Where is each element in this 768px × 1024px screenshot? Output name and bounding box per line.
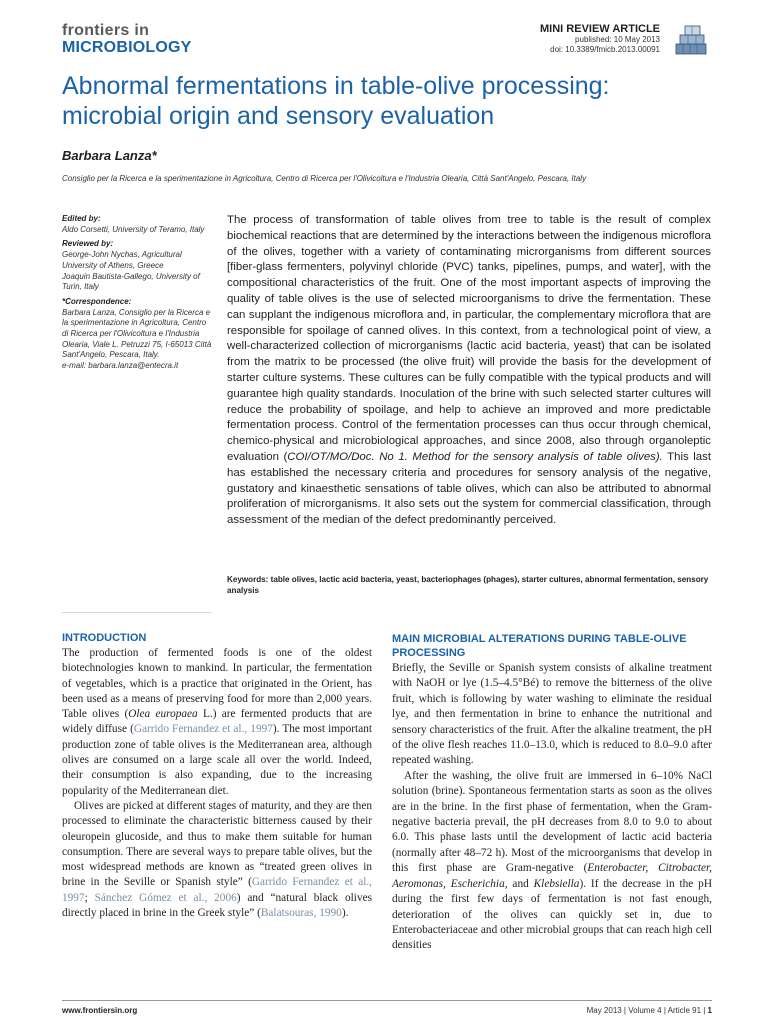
journal-name-line2: MICROBIOLOGY bbox=[62, 39, 192, 56]
paragraph-text: The production of fermented foods is one of the oldest biotechnologies known to mankind. In particular, the fermentation of vegetables, which is a practice that originated in the Orient, has been used as a means of preserving food for more than 2,000 years. Table olives ( bbox=[62, 647, 372, 721]
citation-link[interactable]: Balatsouras, 1990 bbox=[260, 907, 342, 920]
correspondence-email[interactable]: e-mail: barbara.lanza@entecra.it bbox=[62, 361, 179, 371]
paragraph-text: ). bbox=[341, 907, 349, 920]
article-info-sidebar bbox=[62, 214, 212, 372]
section-heading: MAIN MICROBIAL ALTERATIONS DURING TABLE-OLIVE PROCESSING bbox=[392, 633, 687, 659]
paragraph-text: Olives are picked at different stages of maturity, and they are then processed to eliminate the characteristic bitterness caused by their oleuropein glucoside, and thus to make them suitable for human consumption. There are several ways to prepare table olives, but the most widespread methods are known as “treated green olives in brine in the Seville or Spanish style” ( bbox=[62, 799, 372, 889]
editor: Aldo Corsetti, University of Teramo, Italy bbox=[62, 224, 205, 234]
paragraph-text: L.) are fermented products that are widely diffuse ( bbox=[62, 708, 373, 736]
section-body bbox=[392, 661, 712, 954]
abstract-method-reference: COI/OT/MO/Doc. No 1. Method for the sensory analysis of table olives). bbox=[287, 450, 663, 463]
issue-details: May 2013 | Volume 4 | Article 91 | bbox=[586, 1006, 708, 1015]
correspondence-label: *Correspondence: bbox=[62, 296, 132, 306]
citation-link[interactable]: Sánchez Gómez et al., 2006 bbox=[94, 891, 237, 904]
article-title: Abnormal fermentations in table-olive processing: microbial origin and sensory evaluation bbox=[62, 72, 610, 130]
citation-separator: ; bbox=[84, 891, 95, 904]
footer-issue-info bbox=[587, 1006, 712, 1015]
genus-name: Klebsiella bbox=[533, 877, 580, 890]
paragraph-text: ). If the decrease in the pH during the first few days of fermentation is not fast enough, deterioration of the olives can quickly set in, due to Enterobacteriaceae and other microbial groups that can reach high cell densities bbox=[392, 877, 712, 952]
abstract bbox=[227, 213, 711, 529]
journal-name-line1: frontiers in bbox=[62, 22, 150, 39]
published-date: published: 10 May 2013 bbox=[575, 35, 660, 44]
keywords: Keywords: table olives, lactic acid bacteria, yeast, bacteriophages (phages), starter cultures, abnormal fermentation, sensory analysis bbox=[227, 575, 709, 595]
genus-names: Enterobacter, Citrobacter, Aeromonas, Escherichia, bbox=[392, 862, 713, 890]
abstract-text: The process of transformation of table olives from tree to table is the result of complex biochemical reactions that are determined by the interactions between the indigenous microflora of the olives, together with a variety of contaminating microrganisms from different sources [fiber-glass fermenters, polyvinyl chloride (PVC) tanks, pipelines, pumps, and water], with the compositional characteristics of the fruit. One of the most important aspects of improving the quality of table olives is the use of selected microorganisms to drive the fermentation. These can supplant the indigenous microflora and, in particular, the complementary microflora that are responsible for spoilage of canned olives. In this context, from a technological point of view, a well-characterized collection of microrganisms (lactic acid bacteria, yeast) that can be isolated from the matrix to be processed (the olive fruit) will provide the basis for the development of starter culture systems. These cultures can be fully compatible with the typical products and will guarantee high quality standards. Inoculation of the brine with such selected starter cultures will reduce the probability of spoilage, and help to achieve an improved and more predictable fermentation process. Control of the fermentation processes can thus occur through chemical, chemico-physical and microbiological approaches, and since 2008, also through organoleptic evaluation ( bbox=[227, 214, 711, 463]
footer-divider bbox=[62, 1000, 712, 1001]
frontiers-logo-icon bbox=[672, 20, 712, 58]
doi: doi: 10.3389/fmicb.2013.00091 bbox=[550, 45, 660, 54]
citation-link[interactable]: Garrido Fernandez et al., 1997 bbox=[62, 876, 372, 904]
citation-link[interactable]: Garrido Fernandez et al., 1997 bbox=[133, 723, 273, 736]
abstract-text: This last has established the necessary criteria and procedures for sensory analysis of the negative, gustatory and kinaesthetic sensations of table olives, which can also be attributed to abnormal proliferation of microrganisms. It also sets out the system for commercial classification, through assessment of the median of the defect predominantly perceived. bbox=[227, 450, 711, 527]
correspondence-address: Barbara Lanza, Consiglio per la Ricerca e la sperimentazione in Agricoltura, Centro di Ricerca per l'Olivicoltura e l'Industria Olearia, Viale L. Petruzzi 75, I-65013 Città Sant'Angelo, Pescara, Italy. bbox=[62, 307, 212, 360]
edited-by-label: Edited by: bbox=[62, 214, 101, 223]
page-number: 1 bbox=[707, 1006, 712, 1015]
paragraph-text: and bbox=[507, 877, 534, 890]
sidebar-divider bbox=[62, 612, 212, 613]
paragraph-text: ) and “natural black olives directly placed in brine in the Greek style” ( bbox=[62, 891, 373, 920]
author-name: Barbara Lanza* bbox=[62, 148, 157, 163]
reviewer: Joaquin Bautista-Gallego, University of Turin, Italy bbox=[62, 271, 200, 292]
species-name: Olea europaea bbox=[128, 708, 198, 721]
footer-website-link[interactable]: www.frontiersin.org bbox=[62, 1006, 138, 1015]
paragraph-text: Briefly, the Seville or Spanish system consists of alkaline treatment with NaOH or lye (1.5–4.5°Bé) to remove the bitterness of the olive fruit, which is following by water washing to eliminate the residual lye, and then fermentation in brine to enhance the nutritional and sensory characteristics of the fruit. After the alkaline treatment, the pH of the olive flesh reaches 11.0–13.0, which is reduced to 8.0–9.0 after repeated washing. bbox=[392, 662, 712, 767]
paragraph-text: ). The most important production zone of table olives is the Mediterranean area, although olives are consumed on a large scale all over the world. Indeed, their consumption is also expanding, due to the increasing popularity of the Mediterranean diet. bbox=[62, 723, 372, 797]
author-affiliation: Consiglio per la Ricerca e la sperimentazione in Agricoltura, Centro di Ricerca per l'Olivicoltura e l'Industria Olearia, Città Sant'Angelo, Pescara, Italy bbox=[62, 174, 587, 183]
reviewer: George-John Nychas, Agricultural University of Athens, Greece bbox=[62, 250, 182, 270]
article-type: MINI REVIEW ARTICLE bbox=[540, 23, 660, 35]
paragraph-text: After the washing, the olive fruit are immersed in 6–10% NaCl solution (brine). Spontaneous fermentation starts as soon as the olives are in the brine. In the first phase of fermentation, when the Gram-negative bacteria prevail, the pH decreases from 8.0 to 9.0 to about 6.0. This phase lasts until the development of lactic acid bacteria (normally after 48–72 h). Most of the microorganisms that develop in this first phase are Gram-negative ( bbox=[392, 769, 712, 875]
introduction-body bbox=[62, 646, 372, 921]
introduction-heading: INTRODUCTION bbox=[62, 632, 147, 644]
reviewed-by-label: Reviewed by: bbox=[62, 239, 114, 249]
